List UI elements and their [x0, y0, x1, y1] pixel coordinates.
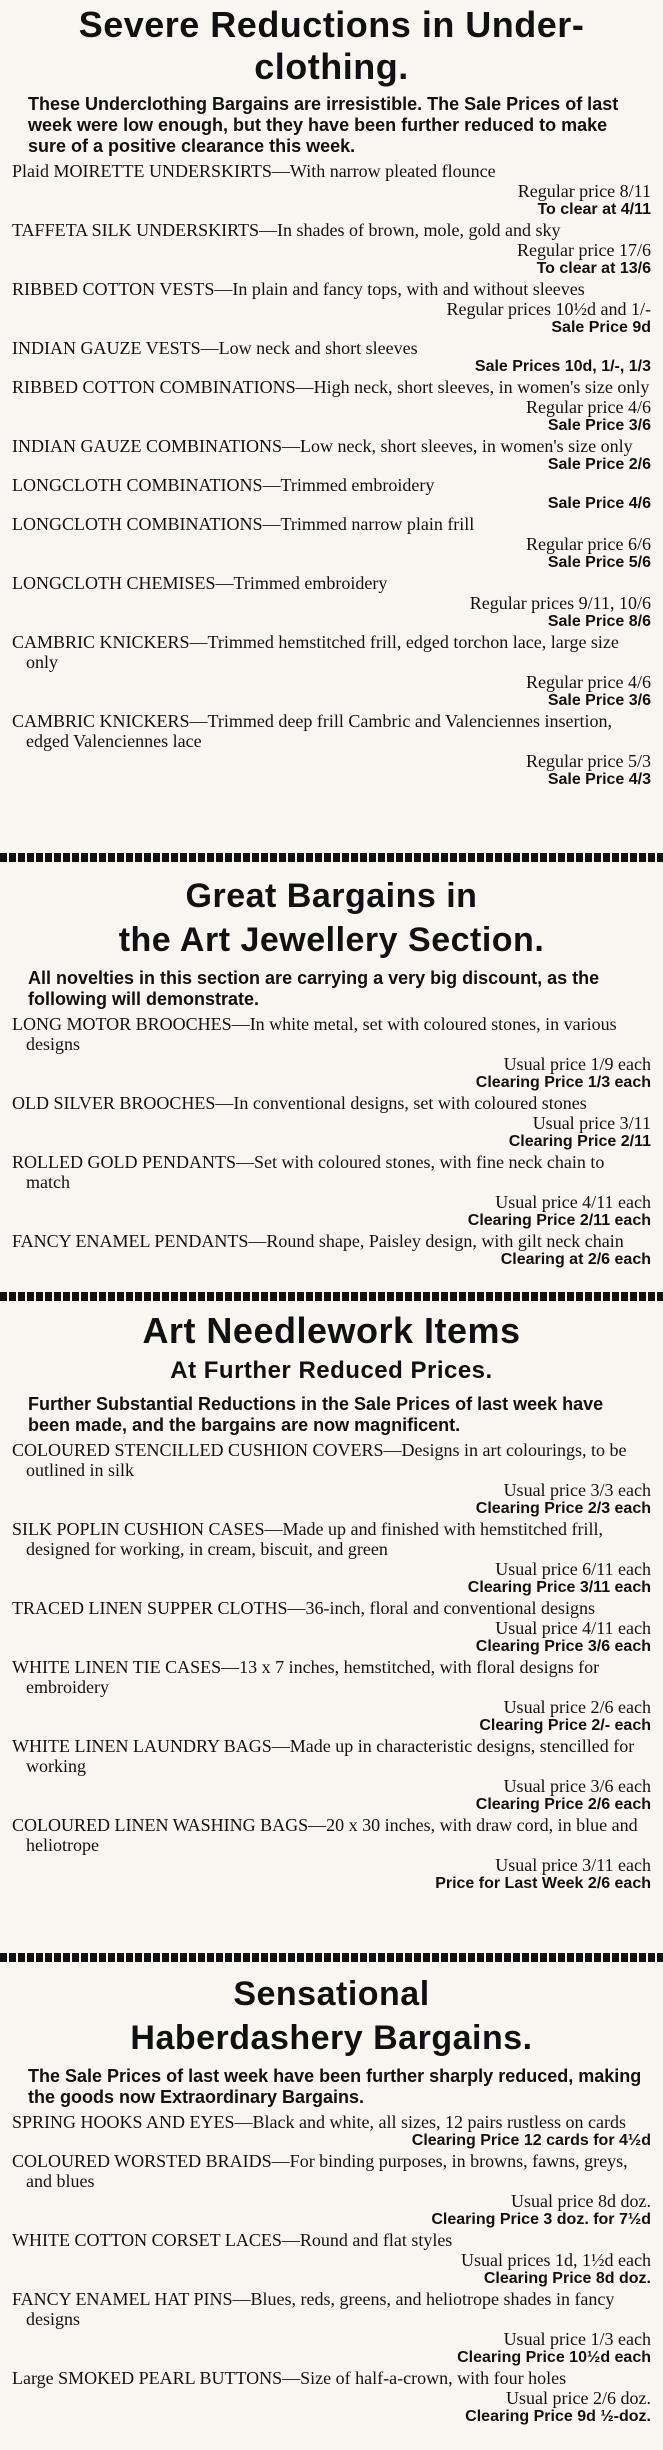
list-item: TAFFETA SILK UNDERSKIRTS—In shades of brown, mole, gold and sky Regular price 17/6 To clear at 13/6	[12, 220, 651, 277]
list-item: ROLLED GOLD PENDANTS—Set with coloured stones, with fine neck chain to match Usual price 4/11 each Clearing Price 2/11 each	[12, 1152, 651, 1229]
list-item: TRACED LINEN SUPPER CLOTHS—36-inch, floral and conventional designs Usual price 4/11 each Clearing Price 3/6 each	[12, 1598, 651, 1655]
section-divider	[0, 1292, 663, 1301]
list-item: COLOURED STENCILLED CUSHION COVERS—Designs in art colourings, to be outlined in silk Usual price 3/3 each Clearing Price 2/3 each	[12, 1440, 651, 1517]
section-intro: The Sale Prices of last week have been further sharply reduced, making the goods now Extraordinary Bargains.	[28, 2066, 642, 2107]
underclothing-section	[0, 4, 663, 790]
list-item: OLD SILVER BROOCHES—In conventional designs, set with coloured stones Usual price 3/11 Clearing Price 2/11	[12, 1093, 651, 1150]
list-item: WHITE LINEN TIE CASES—13 x 7 inches, hemstitched, with floral designs for embroidery Usual price 2/6 each Clearing Price 2/- each	[12, 1657, 651, 1734]
list-item: LONGCLOTH CHEMISES—Trimmed embroidery Regular prices 9/11, 10/6 Sale Price 8/6	[12, 573, 651, 630]
list-item: CAMBRIC KNICKERS—Trimmed deep frill Cambric and Valenciennes insertion, edged Valenciennes lace Regular price 5/3 Sale Price 4/3	[12, 711, 651, 788]
section-title	[12, 1308, 651, 1354]
jewellery-section	[0, 874, 663, 1270]
item-list	[12, 1014, 651, 1269]
needlework-section	[0, 1308, 663, 1894]
section-title	[12, 874, 651, 962]
section-intro: All novelties in this section are carrying a very big discount, as the following will demonstrate.	[28, 968, 600, 1009]
list-item: WHITE COTTON CORSET LACES—Round and flat styles Usual prices 1d, 1½d each Clearing Price 8d doz.	[12, 2230, 651, 2287]
list-item: COLOURED WORSTED BRAIDS—For binding purposes, in browns, fawns, greys, and blues Usual price 8d doz. Clearing Price 3 doz. for 7½d	[12, 2151, 651, 2228]
section-title	[12, 1972, 651, 2060]
list-item: Plaid MOIRETTE UNDERSKIRTS—With narrow pleated flounce Regular price 8/11 To clear at 4/11	[12, 161, 651, 218]
list-item: LONG MOTOR BROOCHES—In white metal, set with coloured stones, in various designs Usual price 1/9 each Clearing Price 1/3 each	[12, 1014, 651, 1091]
section-intro: Further Substantial Reductions in the Sale Prices of last week have been made, and the bargains are now magnificent.	[28, 1394, 604, 1435]
list-item: INDIAN GAUZE COMBINATIONS—Low neck, short sleeves, in women's size only Sale Price 2/6	[12, 436, 651, 473]
list-item: FANCY ENAMEL PENDANTS—Round shape, Paisley design, with gilt neck chain Clearing at 2/6 each	[12, 1231, 651, 1268]
title-line: Severe Reductions in Under-	[78, 4, 585, 45]
list-item: COLOURED LINEN WASHING BAGS—20 x 30 inches, with draw cord, in blue and heliotrope Usual price 3/11 each Price for Last Week 2/6 each	[12, 1815, 651, 1892]
list-item: CAMBRIC KNICKERS—Trimmed hemstitched frill, edged torchon lace, large size only Regular price 4/6 Sale Price 3/6	[12, 632, 651, 709]
section-divider	[0, 853, 663, 862]
list-item: RIBBED COTTON COMBINATIONS—High neck, short sleeves, in women's size only Regular price 4/6 Sale Price 3/6	[12, 377, 651, 434]
section-divider	[0, 1953, 663, 1962]
section-subtitle: At Further Reduced Prices.	[170, 1357, 493, 1384]
item-list	[12, 1440, 651, 1893]
list-item: RIBBED COTTON VESTS—In plain and fancy tops, with and without sleeves Regular prices 10½d and 1/- Sale Price 9d	[12, 279, 651, 336]
list-item: WHITE LINEN LAUNDRY BAGS—Made up in characteristic designs, stencilled for working Usual price 3/6 each Clearing Price 2/6 each	[12, 1736, 651, 1813]
section-title	[12, 4, 651, 88]
list-item: FANCY ENAMEL HAT PINS—Blues, reds, greens, and heliotrope shades in fancy designs Usual price 1/3 each Clearing Price 10½d each	[12, 2289, 651, 2366]
item-list	[12, 2112, 651, 2426]
title-line: Art Needlework Items	[142, 1310, 521, 1351]
list-item: LONGCLOTH COMBINATIONS—Trimmed narrow plain frill Regular price 6/6 Sale Price 5/6	[12, 514, 651, 571]
list-item: SPRING HOOKS AND EYES—Black and white, all sizes, 12 pairs rustless on cards Clearing Price 12 cards for 4½d	[12, 2112, 651, 2149]
title-line: the Art Jewellery Section.	[118, 921, 545, 959]
title-line: Sensational	[233, 1975, 430, 2013]
list-item: SILK POPLIN CUSHION CASES—Made up and finished with hemstitched frill, designed for working, in cream, biscuit, and green Usual price 6/11 each Clearing Price 3/11 each	[12, 1519, 651, 1596]
title-line: Haberdashery Bargains.	[130, 2019, 533, 2057]
section-intro: These Underclothing Bargains are irresistible. The Sale Prices of last week were low enough, but they have been further reduced to make sure of a positive clearance this week.	[28, 94, 619, 156]
list-item: Large SMOKED PEARL BUTTONS—Size of half-a-crown, with four holes Usual price 2/6 doz. Clearing Price 9d ½-doz.	[12, 2368, 651, 2425]
list-item: INDIAN GAUZE VESTS—Low neck and short sleeves Sale Prices 10d, 1/-, 1/3	[12, 338, 651, 375]
item-list	[12, 161, 651, 789]
list-item: LONGCLOTH COMBINATIONS—Trimmed embroidery Sale Price 4/6	[12, 475, 651, 512]
title-line: Great Bargains in	[185, 877, 478, 915]
title-line: clothing.	[254, 46, 409, 87]
haberdashery-section	[0, 1972, 663, 2427]
